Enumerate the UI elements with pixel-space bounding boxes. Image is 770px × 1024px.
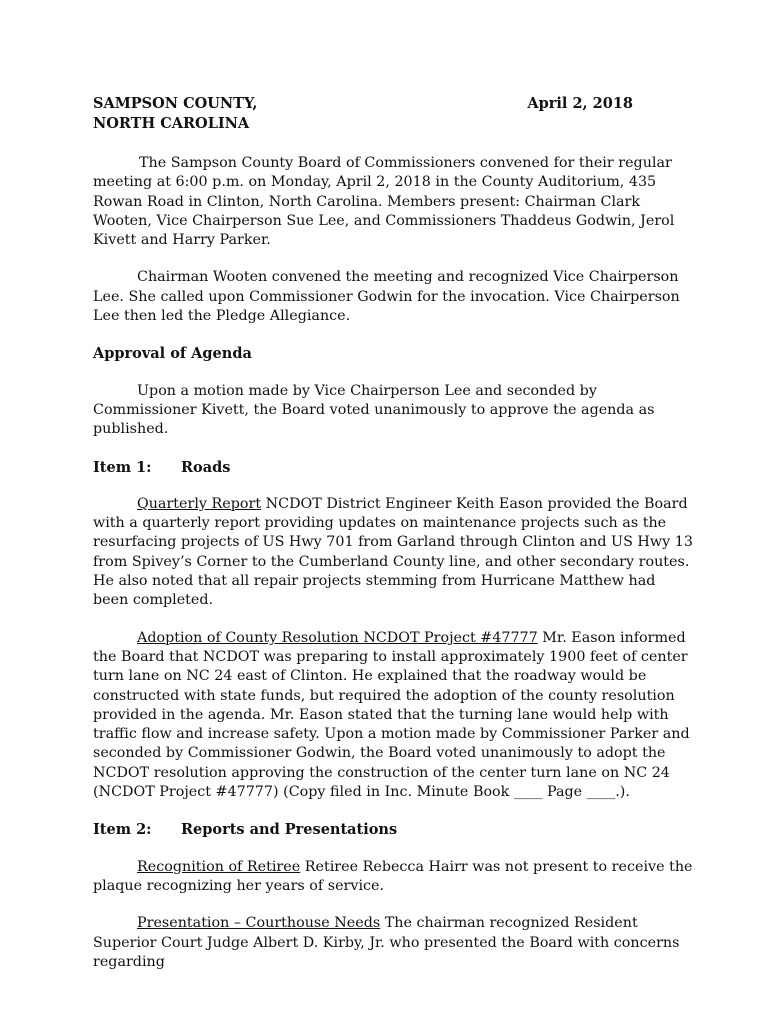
meeting-date: April 2, 2018 (527, 95, 633, 112)
adoption-label: Adoption of County Resolution NCDOT Project #47777 (137, 629, 538, 646)
item2-heading (93, 820, 693, 839)
item1-heading (93, 458, 693, 477)
item1-number: Item 1: (93, 458, 152, 476)
retiree-label: Recognition of Retiree (137, 858, 301, 875)
quarterly-report-text: NCDOT District Engineer Keith Eason provided the Board with a quarterly report providing updates on maintenance projects such as the resurfacing projects of US Hwy 701 from Garland through Clinton and US Hwy 13 from Spivey’s Corner to the Cumberland County line, and other secondary routes. He also noted that all repair projects stemming from Hurricane Matthew had been completed. (93, 495, 693, 609)
courthouse-text: The chairman recognized Resident Superior Court Judge Albert D. Kirby, Jr. who presented the Board with concerns regarding (93, 915, 680, 970)
quarterly-report-paragraph (93, 495, 693, 611)
quarterly-report-label: Quarterly Report (137, 495, 262, 512)
approval-paragraph: Upon a motion made by Vice Chairperson Lee and seconded by Commissioner Kivett, the Board voted unanimously to approve the agenda as published. (93, 382, 655, 438)
intro-paragraph: The Sampson County Board of Commissioners convened for their regular meeting at 6:00 p.m. on Monday, April 2, 2018 in the County Auditorium, 435 Rowan Road in Clinton, North Carolina. Members present: Chairman Clark Wooten, Vice Chairperson Sue Lee, and Commissioners Thaddeus Godwin, Jerol Kivett and Harry Parker. (93, 155, 675, 249)
convened-paragraph: Chairman Wooten convened the meeting and recognized Vice Chairperson Lee. She called upon Commissioner Godwin for the invocation. Vice Chairperson Lee then led the Pledge Allegiance. (93, 269, 680, 325)
item1-title: Roads (181, 458, 231, 476)
minutes-header (93, 94, 633, 134)
retiree-text: Retiree Rebecca Hairr was not present to receive the plaque recognizing her years of service. (93, 858, 693, 894)
county-line-1: SAMPSON COUNTY, (93, 95, 258, 112)
courthouse-paragraph (93, 914, 693, 972)
county-line-2: NORTH CAROLINA (93, 115, 250, 132)
adoption-paragraph (93, 629, 693, 803)
retiree-paragraph (93, 858, 693, 897)
adoption-text: Mr. Eason informed the Board that NCDOT was preparing to install approximately 1900 feet of center turn lane on NC 24 east of Clinton. He explained that the roadway would be constructed with state funds, but required the adoption of the county resolution provided in the agenda. Mr. Eason stated that the turning lane would help with traffic flow and increase safety. Upon a motion made by Commissioner Parker and seconded by Commissioner Godwin, the Board voted unanimously to adopt the NCDOT resolution approving the construction of the center turn lane on NC 24 (NCDOT Project #47777) (Copy filed in Inc. Minute Book ____ Page ____.). (93, 629, 690, 801)
minutes-body (93, 154, 693, 990)
approval-heading: Approval of Agenda (93, 345, 252, 363)
courthouse-label: Presentation – Courthouse Needs (137, 915, 381, 932)
item2-number: Item 2: (93, 821, 152, 839)
item2-title: Reports and Presentations (181, 821, 398, 839)
